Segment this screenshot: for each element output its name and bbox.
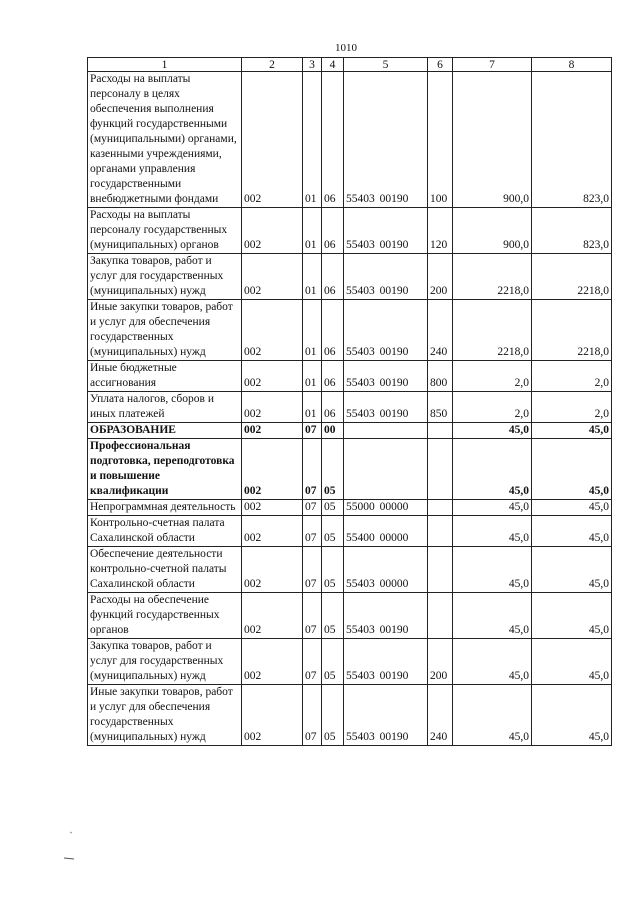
row-name: Обеспечение деятельности контрольно-счетной палаты Сахалинской области bbox=[88, 547, 242, 593]
target-item-code: 55403 00190 bbox=[344, 685, 428, 746]
section-code: 07 bbox=[303, 423, 322, 439]
expense-type-code: 200 bbox=[428, 639, 453, 685]
subsection-code: 06 bbox=[322, 361, 344, 392]
target-item-code: 55400 00000 bbox=[344, 516, 428, 547]
executed-amount: 45,0 bbox=[532, 439, 612, 500]
admin-code: 002 bbox=[242, 300, 303, 361]
planned-amount: 2218,0 bbox=[453, 254, 532, 300]
executed-amount: 2218,0 bbox=[532, 254, 612, 300]
subsection-code: 05 bbox=[322, 547, 344, 593]
admin-code: 002 bbox=[242, 516, 303, 547]
admin-code: 002 bbox=[242, 208, 303, 254]
planned-amount: 45,0 bbox=[453, 639, 532, 685]
table-row bbox=[88, 547, 612, 593]
column-header: 6 bbox=[428, 58, 453, 72]
planned-amount: 45,0 bbox=[453, 423, 532, 439]
subsection-code: 06 bbox=[322, 392, 344, 423]
section-code: 07 bbox=[303, 439, 322, 500]
expense-type-code bbox=[428, 500, 453, 516]
row-name: Непрограммная деятельность bbox=[88, 500, 242, 516]
target-item-code: 55403 00000 bbox=[344, 547, 428, 593]
target-item-code bbox=[344, 439, 428, 500]
expense-type-code bbox=[428, 547, 453, 593]
table-row bbox=[88, 361, 612, 392]
target-item-code: 55403 00190 bbox=[344, 300, 428, 361]
executed-amount: 823,0 bbox=[532, 208, 612, 254]
page-number: 1010 bbox=[335, 42, 357, 54]
admin-code: 002 bbox=[242, 254, 303, 300]
table-row bbox=[88, 72, 612, 208]
section-code: 01 bbox=[303, 300, 322, 361]
column-header: 4 bbox=[322, 58, 344, 72]
row-name: Иные закупки товаров, работ и услуг для обеспечения государственных (муниципальных) нужд bbox=[88, 685, 242, 746]
subsection-code: 00 bbox=[322, 423, 344, 439]
row-name: Профессиональная подготовка, переподготовка и повышение квалификации bbox=[88, 439, 242, 500]
budget-table bbox=[87, 57, 612, 746]
section-code: 07 bbox=[303, 593, 322, 639]
admin-code: 002 bbox=[242, 72, 303, 208]
admin-code: 002 bbox=[242, 439, 303, 500]
table-row bbox=[88, 254, 612, 300]
table-row bbox=[88, 300, 612, 361]
section-code: 07 bbox=[303, 685, 322, 746]
executed-amount: 2218,0 bbox=[532, 300, 612, 361]
subsection-code: 06 bbox=[322, 208, 344, 254]
executed-amount: 45,0 bbox=[532, 593, 612, 639]
table-row bbox=[88, 423, 612, 439]
column-header: 5 bbox=[344, 58, 428, 72]
section-code: 01 bbox=[303, 254, 322, 300]
table-row bbox=[88, 392, 612, 423]
row-name: Иные закупки товаров, работ и услуг для обеспечения государственных (муниципальных) нужд bbox=[88, 300, 242, 361]
table-row bbox=[88, 439, 612, 500]
row-name: Расходы на выплаты персоналу государственных (муниципальных) органов bbox=[88, 208, 242, 254]
executed-amount: 823,0 bbox=[532, 72, 612, 208]
executed-amount: 2,0 bbox=[532, 392, 612, 423]
row-name: Уплата налогов, сборов и иных платежей bbox=[88, 392, 242, 423]
subsection-code: 06 bbox=[322, 300, 344, 361]
scan-mark bbox=[62, 828, 80, 862]
expense-type-code: 200 bbox=[428, 254, 453, 300]
row-name: Расходы на выплаты персоналу в целях обеспечения выполнения функций государственными (муниципальными) органами, казенными учреждениями, органами управления государственными внебюджетными фондами bbox=[88, 72, 242, 208]
row-name: ОБРАЗОВАНИЕ bbox=[88, 423, 242, 439]
admin-code: 002 bbox=[242, 500, 303, 516]
column-header: 8 bbox=[532, 58, 612, 72]
header-row bbox=[88, 58, 612, 72]
planned-amount: 45,0 bbox=[453, 685, 532, 746]
target-item-code: 55403 00190 bbox=[344, 361, 428, 392]
table-row bbox=[88, 685, 612, 746]
executed-amount: 45,0 bbox=[532, 423, 612, 439]
expense-type-code bbox=[428, 423, 453, 439]
target-item-code: 55403 00190 bbox=[344, 72, 428, 208]
expense-type-code: 100 bbox=[428, 72, 453, 208]
row-name: Закупка товаров, работ и услуг для государственных (муниципальных) нужд bbox=[88, 639, 242, 685]
admin-code: 002 bbox=[242, 392, 303, 423]
admin-code: 002 bbox=[242, 361, 303, 392]
table-row bbox=[88, 500, 612, 516]
planned-amount: 2218,0 bbox=[453, 300, 532, 361]
expense-type-code: 800 bbox=[428, 361, 453, 392]
subsection-code: 06 bbox=[322, 72, 344, 208]
table-row bbox=[88, 593, 612, 639]
planned-amount: 900,0 bbox=[453, 208, 532, 254]
target-item-code: 55000 00000 bbox=[344, 500, 428, 516]
table-row bbox=[88, 516, 612, 547]
subsection-code: 05 bbox=[322, 593, 344, 639]
admin-code: 002 bbox=[242, 639, 303, 685]
planned-amount: 45,0 bbox=[453, 547, 532, 593]
section-code: 07 bbox=[303, 547, 322, 593]
section-code: 01 bbox=[303, 392, 322, 423]
column-header: 2 bbox=[242, 58, 303, 72]
planned-amount: 45,0 bbox=[453, 516, 532, 547]
target-item-code: 55403 00190 bbox=[344, 208, 428, 254]
expense-type-code: 240 bbox=[428, 685, 453, 746]
expense-type-code bbox=[428, 593, 453, 639]
admin-code: 002 bbox=[242, 423, 303, 439]
row-name: Расходы на обеспечение функций государственных органов bbox=[88, 593, 242, 639]
table-row bbox=[88, 639, 612, 685]
section-code: 07 bbox=[303, 500, 322, 516]
executed-amount: 45,0 bbox=[532, 547, 612, 593]
expense-type-code: 120 bbox=[428, 208, 453, 254]
expense-type-code: 850 bbox=[428, 392, 453, 423]
row-name: Иные бюджетные ассигнования bbox=[88, 361, 242, 392]
column-header: 7 bbox=[453, 58, 532, 72]
target-item-code: 55403 00190 bbox=[344, 593, 428, 639]
admin-code: 002 bbox=[242, 593, 303, 639]
expense-type-code bbox=[428, 516, 453, 547]
target-item-code bbox=[344, 423, 428, 439]
section-code: 07 bbox=[303, 639, 322, 685]
executed-amount: 45,0 bbox=[532, 685, 612, 746]
target-item-code: 55403 00190 bbox=[344, 639, 428, 685]
planned-amount: 2,0 bbox=[453, 361, 532, 392]
subsection-code: 06 bbox=[322, 254, 344, 300]
section-code: 07 bbox=[303, 516, 322, 547]
subsection-code: 05 bbox=[322, 685, 344, 746]
planned-amount: 45,0 bbox=[453, 439, 532, 500]
subsection-code: 05 bbox=[322, 516, 344, 547]
column-header: 1 bbox=[88, 58, 242, 72]
planned-amount: 45,0 bbox=[453, 593, 532, 639]
planned-amount: 2,0 bbox=[453, 392, 532, 423]
executed-amount: 45,0 bbox=[532, 639, 612, 685]
target-item-code: 55403 00190 bbox=[344, 392, 428, 423]
column-header: 3 bbox=[303, 58, 322, 72]
subsection-code: 05 bbox=[322, 500, 344, 516]
section-code: 01 bbox=[303, 208, 322, 254]
executed-amount: 45,0 bbox=[532, 516, 612, 547]
row-name: Контрольно-счетная палата Сахалинской области bbox=[88, 516, 242, 547]
expense-type-code: 240 bbox=[428, 300, 453, 361]
executed-amount: 2,0 bbox=[532, 361, 612, 392]
planned-amount: 900,0 bbox=[453, 72, 532, 208]
admin-code: 002 bbox=[242, 685, 303, 746]
row-name: Закупка товаров, работ и услуг для государственных (муниципальных) нужд bbox=[88, 254, 242, 300]
planned-amount: 45,0 bbox=[453, 500, 532, 516]
section-code: 01 bbox=[303, 72, 322, 208]
expense-type-code bbox=[428, 439, 453, 500]
subsection-code: 05 bbox=[322, 439, 344, 500]
executed-amount: 45,0 bbox=[532, 500, 612, 516]
table-row bbox=[88, 208, 612, 254]
section-code: 01 bbox=[303, 361, 322, 392]
subsection-code: 05 bbox=[322, 639, 344, 685]
target-item-code: 55403 00190 bbox=[344, 254, 428, 300]
admin-code: 002 bbox=[242, 547, 303, 593]
